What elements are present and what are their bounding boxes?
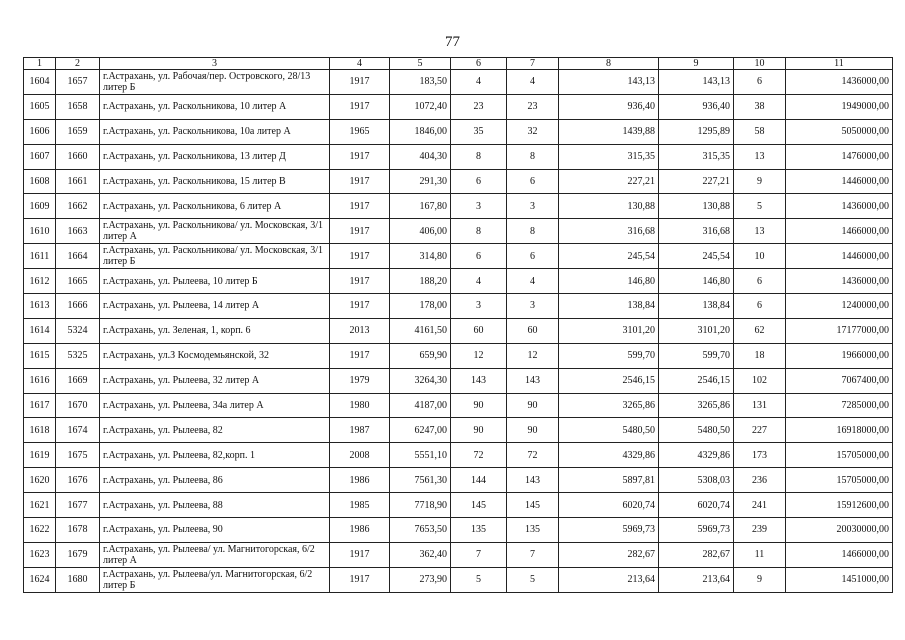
column-header: 3 [100,58,330,70]
table-row [24,393,893,418]
total-area-cell: 291,30 [390,169,451,194]
object-id-cell: 1678 [56,518,100,543]
object-id-cell: 1674 [56,418,100,443]
area-cell: 282,67 [559,542,659,567]
row-number-cell: 1613 [24,294,56,319]
column-header: 1 [24,58,56,70]
table-row [24,418,893,443]
count-cell: 23 [451,94,507,119]
table-row [24,443,893,468]
area-cell: 146,80 [559,269,659,294]
amount-cell: 1466000,00 [786,219,893,244]
count-cell: 143 [507,468,559,493]
total-area-cell: 5551,10 [390,443,451,468]
count-cell: 143 [507,368,559,393]
count-cell: 13 [734,144,786,169]
row-number-cell: 1622 [24,518,56,543]
area-cell: 4329,86 [659,443,734,468]
area-cell: 599,70 [659,343,734,368]
total-area-cell: 406,00 [390,219,451,244]
object-id-cell: 1679 [56,542,100,567]
total-area-cell: 1072,40 [390,94,451,119]
address-cell: г.Астрахань, ул. Рабочая/пер. Островского, 28/13 литер Б [100,70,330,95]
year-cell: 2013 [330,318,390,343]
count-cell: 60 [451,318,507,343]
count-cell: 23 [507,94,559,119]
object-id-cell: 1657 [56,70,100,95]
count-cell: 135 [507,518,559,543]
row-number-cell: 1609 [24,194,56,219]
object-id-cell: 1658 [56,94,100,119]
column-header: 8 [559,58,659,70]
table-row [24,468,893,493]
count-cell: 11 [734,542,786,567]
table-row [24,94,893,119]
table-row [24,70,893,95]
table-row [24,343,893,368]
year-cell: 1917 [330,169,390,194]
count-cell: 90 [507,393,559,418]
address-cell: г.Астрахань, ул. Раскольникова/ ул. Московская, 3/1 литер Б [100,244,330,269]
area-cell: 143,13 [559,70,659,95]
amount-cell: 1436000,00 [786,70,893,95]
area-cell: 936,40 [659,94,734,119]
year-cell: 2008 [330,443,390,468]
row-number-cell: 1623 [24,542,56,567]
address-cell: г.Астрахань, ул. Рылеева, 14 литер А [100,294,330,319]
address-cell: г.Астрахань, ул.З Космодемьянской, 32 [100,343,330,368]
object-id-cell: 1669 [56,368,100,393]
count-cell: 12 [451,343,507,368]
count-cell: 35 [451,119,507,144]
area-cell: 5480,50 [559,418,659,443]
area-cell: 1439,88 [559,119,659,144]
object-id-cell: 1659 [56,119,100,144]
amount-cell: 17177000,00 [786,318,893,343]
address-cell: г.Астрахань, ул. Рылеева, 82,корп. 1 [100,443,330,468]
year-cell: 1917 [330,343,390,368]
area-cell: 315,35 [559,144,659,169]
amount-cell: 1451000,00 [786,567,893,592]
total-area-cell: 1846,00 [390,119,451,144]
area-cell: 2546,15 [559,368,659,393]
count-cell: 4 [451,269,507,294]
table-body [24,70,893,593]
area-cell: 5480,50 [659,418,734,443]
amount-cell: 15705000,00 [786,468,893,493]
count-cell: 58 [734,119,786,144]
object-id-cell: 1666 [56,294,100,319]
column-header: 7 [507,58,559,70]
area-cell: 138,84 [559,294,659,319]
column-header: 9 [659,58,734,70]
total-area-cell: 7653,50 [390,518,451,543]
area-cell: 936,40 [559,94,659,119]
area-cell: 599,70 [559,343,659,368]
row-number-cell: 1612 [24,269,56,294]
total-area-cell: 167,80 [390,194,451,219]
amount-cell: 1446000,00 [786,244,893,269]
address-cell: г.Астрахань, ул. Раскольникова, 10а литер А [100,119,330,144]
row-number-cell: 1616 [24,368,56,393]
area-cell: 316,68 [659,219,734,244]
amount-cell: 1436000,00 [786,194,893,219]
year-cell: 1965 [330,119,390,144]
row-number-cell: 1604 [24,70,56,95]
count-cell: 10 [734,244,786,269]
column-header: 5 [390,58,451,70]
year-cell: 1986 [330,468,390,493]
year-cell: 1917 [330,244,390,269]
area-cell: 5969,73 [659,518,734,543]
count-cell: 173 [734,443,786,468]
address-cell: г.Астрахань, ул. Зеленая, 1, корп. 6 [100,318,330,343]
address-cell: г.Астрахань, ул. Рылеева, 88 [100,493,330,518]
count-cell: 4 [507,269,559,294]
count-cell: 6 [451,244,507,269]
row-number-cell: 1607 [24,144,56,169]
total-area-cell: 7561,30 [390,468,451,493]
total-area-cell: 404,30 [390,144,451,169]
area-cell: 227,21 [559,169,659,194]
table-row [24,518,893,543]
table-row [24,542,893,567]
area-cell: 143,13 [659,70,734,95]
object-id-cell: 1662 [56,194,100,219]
area-cell: 2546,15 [659,368,734,393]
year-cell: 1917 [330,294,390,319]
count-cell: 90 [451,393,507,418]
address-cell: г.Астрахань, ул. Рылеева, 90 [100,518,330,543]
address-cell: г.Астрахань, ул. Рылеева, 34а литер А [100,393,330,418]
total-area-cell: 188,20 [390,269,451,294]
total-area-cell: 6247,00 [390,418,451,443]
row-number-cell: 1624 [24,567,56,592]
area-cell: 6020,74 [659,493,734,518]
area-cell: 3101,20 [659,318,734,343]
row-number-cell: 1615 [24,343,56,368]
object-id-cell: 1677 [56,493,100,518]
table-row [24,269,893,294]
count-cell: 8 [507,144,559,169]
address-cell: г.Астрахань, ул. Рылеева/ул. Магнитогорская, 6/2 литер Б [100,567,330,592]
table-row [24,318,893,343]
area-cell: 5897,81 [559,468,659,493]
table-row [24,368,893,393]
area-cell: 282,67 [659,542,734,567]
count-cell: 18 [734,343,786,368]
column-header: 10 [734,58,786,70]
count-cell: 6 [507,169,559,194]
area-cell: 245,54 [559,244,659,269]
year-cell: 1979 [330,368,390,393]
header-row [24,58,893,70]
table-row [24,244,893,269]
count-cell: 6 [734,70,786,95]
table-row [24,119,893,144]
amount-cell: 1966000,00 [786,343,893,368]
object-id-cell: 1670 [56,393,100,418]
year-cell: 1987 [330,418,390,443]
table-row [24,567,893,592]
row-number-cell: 1606 [24,119,56,144]
count-cell: 241 [734,493,786,518]
table-row [24,144,893,169]
amount-cell: 15912600,00 [786,493,893,518]
year-cell: 1917 [330,219,390,244]
total-area-cell: 183,50 [390,70,451,95]
count-cell: 5 [507,567,559,592]
count-cell: 72 [507,443,559,468]
count-cell: 5 [451,567,507,592]
row-number-cell: 1610 [24,219,56,244]
column-header: 2 [56,58,100,70]
count-cell: 32 [507,119,559,144]
count-cell: 3 [451,194,507,219]
count-cell: 4 [507,70,559,95]
amount-cell: 1436000,00 [786,269,893,294]
count-cell: 144 [451,468,507,493]
count-cell: 5 [734,194,786,219]
area-cell: 146,80 [659,269,734,294]
count-cell: 7 [451,542,507,567]
object-id-cell: 5325 [56,343,100,368]
area-cell: 5308,03 [659,468,734,493]
table-row [24,294,893,319]
count-cell: 8 [451,144,507,169]
year-cell: 1917 [330,70,390,95]
year-cell: 1980 [330,393,390,418]
column-header: 4 [330,58,390,70]
address-cell: г.Астрахань, ул. Раскольникова, 10 литер А [100,94,330,119]
table-row [24,493,893,518]
count-cell: 6 [734,269,786,294]
count-cell: 3 [507,194,559,219]
object-id-cell: 1663 [56,219,100,244]
count-cell: 8 [507,219,559,244]
address-cell: г.Астрахань, ул. Рылеева/ ул. Магнитогорская, 6/2 литер А [100,542,330,567]
row-number-cell: 1605 [24,94,56,119]
total-area-cell: 178,00 [390,294,451,319]
object-id-cell: 1665 [56,269,100,294]
row-number-cell: 1617 [24,393,56,418]
address-cell: г.Астрахань, ул. Рылеева, 32 литер А [100,368,330,393]
address-cell: г.Астрахань, ул. Раскольникова/ ул. Московская, 3/1 литер А [100,219,330,244]
table-row [24,219,893,244]
address-cell: г.Астрахань, ул. Рылеева, 86 [100,468,330,493]
count-cell: 90 [451,418,507,443]
object-id-cell: 1680 [56,567,100,592]
amount-cell: 20030000,00 [786,518,893,543]
object-id-cell: 1675 [56,443,100,468]
count-cell: 12 [507,343,559,368]
year-cell: 1986 [330,518,390,543]
total-area-cell: 314,80 [390,244,451,269]
count-cell: 145 [451,493,507,518]
row-number-cell: 1620 [24,468,56,493]
count-cell: 239 [734,518,786,543]
total-area-cell: 659,90 [390,343,451,368]
count-cell: 6 [451,169,507,194]
count-cell: 3 [507,294,559,319]
year-cell: 1917 [330,194,390,219]
amount-cell: 5050000,00 [786,119,893,144]
count-cell: 6 [734,294,786,319]
area-cell: 4329,86 [559,443,659,468]
count-cell: 60 [507,318,559,343]
area-cell: 213,64 [559,567,659,592]
count-cell: 9 [734,567,786,592]
year-cell: 1917 [330,542,390,567]
total-area-cell: 7718,90 [390,493,451,518]
row-number-cell: 1611 [24,244,56,269]
count-cell: 72 [451,443,507,468]
amount-cell: 16918000,00 [786,418,893,443]
object-id-cell: 1664 [56,244,100,269]
year-cell: 1917 [330,144,390,169]
row-number-cell: 1608 [24,169,56,194]
area-cell: 3265,86 [659,393,734,418]
area-cell: 138,84 [659,294,734,319]
count-cell: 8 [451,219,507,244]
column-header: 11 [786,58,893,70]
area-cell: 5969,73 [559,518,659,543]
area-cell: 3265,86 [559,393,659,418]
amount-cell: 1476000,00 [786,144,893,169]
address-cell: г.Астрахань, ул. Раскольникова, 6 литер А [100,194,330,219]
housing-registry-table [23,57,893,593]
area-cell: 130,88 [559,194,659,219]
area-cell: 130,88 [659,194,734,219]
amount-cell: 1466000,00 [786,542,893,567]
area-cell: 3101,20 [559,318,659,343]
count-cell: 102 [734,368,786,393]
area-cell: 316,68 [559,219,659,244]
area-cell: 227,21 [659,169,734,194]
count-cell: 9 [734,169,786,194]
row-number-cell: 1618 [24,418,56,443]
area-cell: 315,35 [659,144,734,169]
total-area-cell: 3264,30 [390,368,451,393]
address-cell: г.Астрахань, ул. Рылеева, 82 [100,418,330,443]
count-cell: 7 [507,542,559,567]
address-cell: г.Астрахань, ул. Раскольникова, 13 литер Д [100,144,330,169]
area-cell: 6020,74 [559,493,659,518]
area-cell: 1295,89 [659,119,734,144]
amount-cell: 15705000,00 [786,443,893,468]
object-id-cell: 1676 [56,468,100,493]
count-cell: 3 [451,294,507,319]
area-cell: 213,64 [659,567,734,592]
amount-cell: 7067400,00 [786,368,893,393]
year-cell: 1985 [330,493,390,518]
year-cell: 1917 [330,269,390,294]
column-header: 6 [451,58,507,70]
year-cell: 1917 [330,94,390,119]
object-id-cell: 5324 [56,318,100,343]
area-cell: 245,54 [659,244,734,269]
count-cell: 143 [451,368,507,393]
total-area-cell: 273,90 [390,567,451,592]
total-area-cell: 4187,00 [390,393,451,418]
count-cell: 145 [507,493,559,518]
total-area-cell: 4161,50 [390,318,451,343]
count-cell: 4 [451,70,507,95]
count-cell: 90 [507,418,559,443]
count-cell: 236 [734,468,786,493]
address-cell: г.Астрахань, ул. Раскольникова, 15 литер В [100,169,330,194]
count-cell: 135 [451,518,507,543]
object-id-cell: 1660 [56,144,100,169]
row-number-cell: 1614 [24,318,56,343]
count-cell: 227 [734,418,786,443]
count-cell: 38 [734,94,786,119]
count-cell: 62 [734,318,786,343]
amount-cell: 7285000,00 [786,393,893,418]
page-number: 77 [445,34,460,50]
table-row [24,194,893,219]
address-cell: г.Астрахань, ул. Рылеева, 10 литер Б [100,269,330,294]
amount-cell: 1446000,00 [786,169,893,194]
count-cell: 13 [734,219,786,244]
amount-cell: 1240000,00 [786,294,893,319]
count-cell: 6 [507,244,559,269]
amount-cell: 1949000,00 [786,94,893,119]
object-id-cell: 1661 [56,169,100,194]
row-number-cell: 1619 [24,443,56,468]
row-number-cell: 1621 [24,493,56,518]
count-cell: 131 [734,393,786,418]
table-row [24,169,893,194]
total-area-cell: 362,40 [390,542,451,567]
year-cell: 1917 [330,567,390,592]
